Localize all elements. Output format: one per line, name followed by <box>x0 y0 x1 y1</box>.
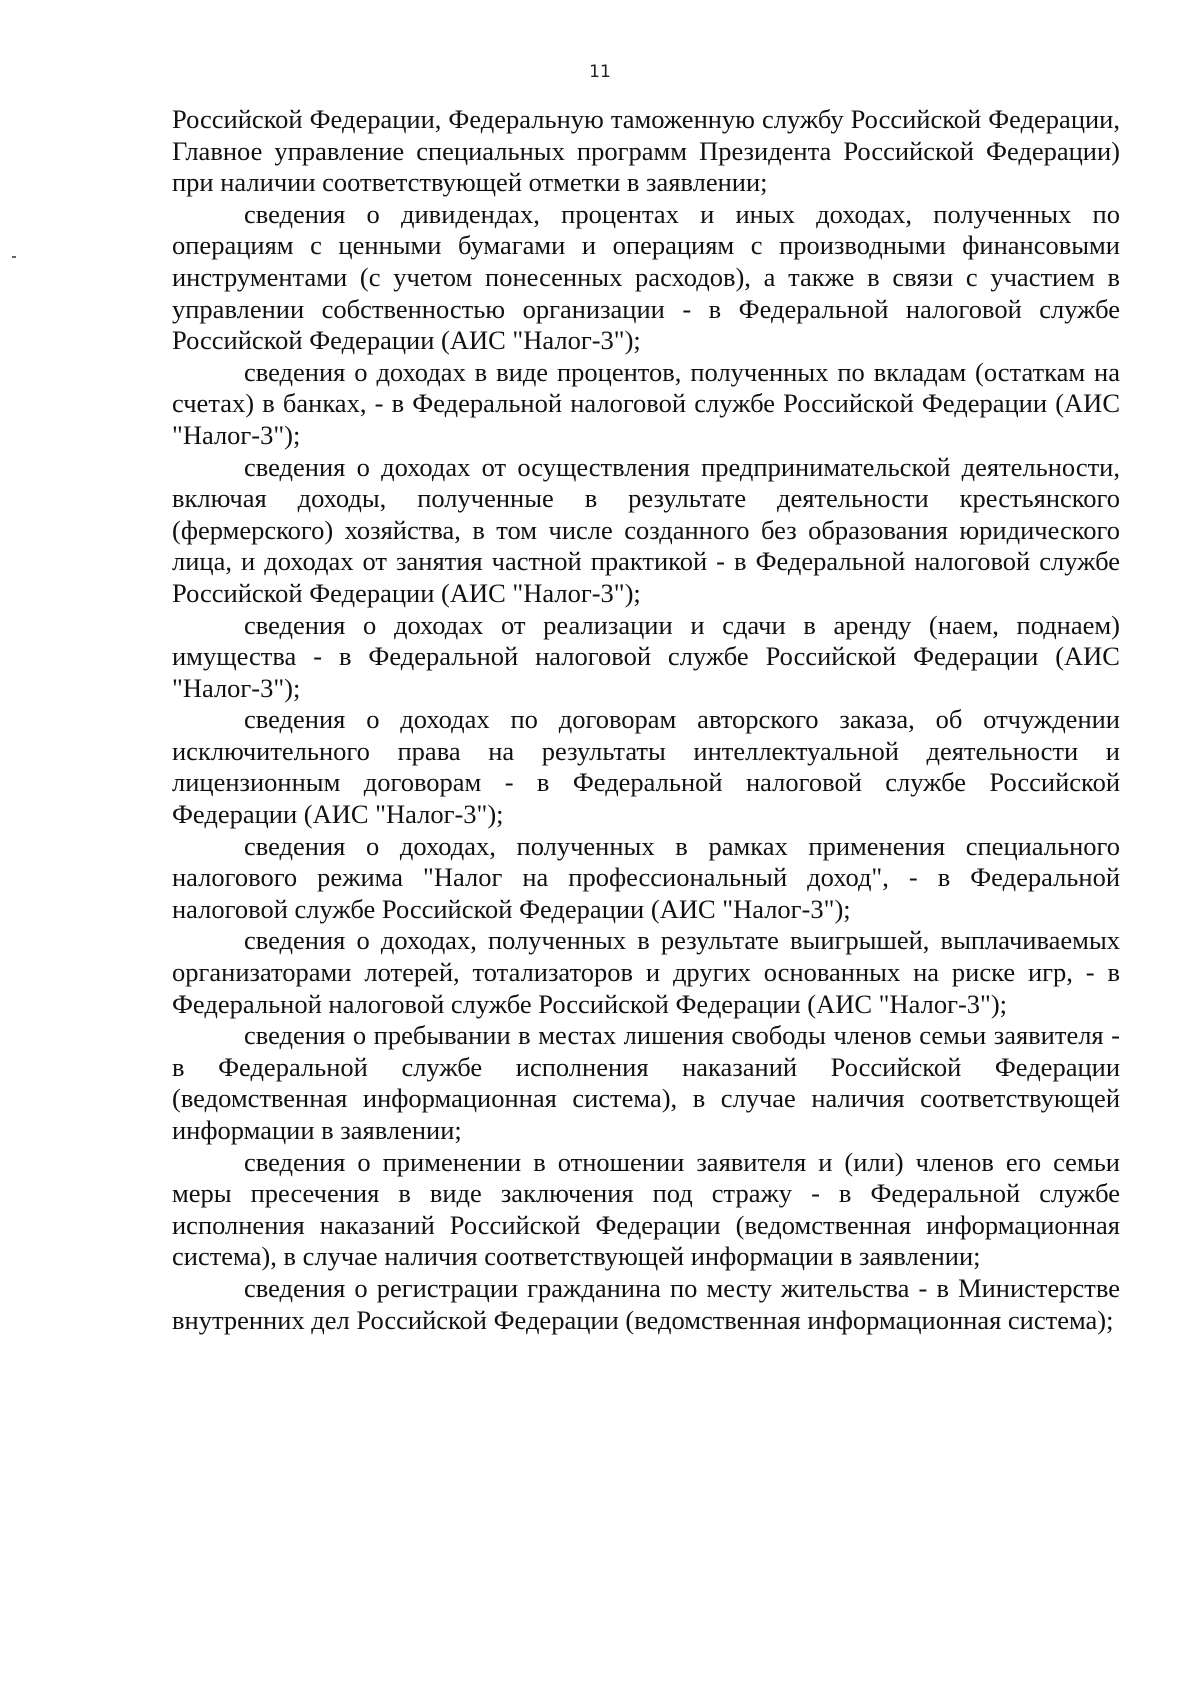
page-number: 11 <box>589 62 611 82</box>
scan-artifact <box>12 256 16 258</box>
paragraph-professional-income-tax: сведения о доходах, полученных в рамках применения специального налогового режима "Налог на профессиональный доход", - в Федеральной налоговой службе Российской Федерации (АИС "Налог-3"); <box>172 830 1120 924</box>
paragraph-detention: сведения о применении в отношении заявителя и (или) членов его семьи меры пресечения в виде заключения под стражу - в Федеральной службе исполнения наказаний Российской Федерации (ведомственная информационная система), в случае наличия соответствующей информации в заявлении; <box>172 1146 1120 1272</box>
paragraph-property-rental: сведения о доходах от реализации и сдачи в аренду (наем, поднаем) имущества - в Федеральной налоговой службе Российской Федерации (АИС "Налог-3"); <box>172 609 1120 703</box>
paragraph-bank-interest: сведения о доходах в виде процентов, полученных по вкладам (остаткам на счетах) в банках, - в Федеральной налоговой службе Российской Федерации (АИС "Налог-3"); <box>172 356 1120 450</box>
paragraph-dividends: сведения о дивидендах, процентах и иных доходах, полученных по операциям с ценными бумагами и операциям с производными финансовыми инструментами (с учетом понесенных расходов), а также в связи с участием в управлении собственностью организации - в Федеральной налоговой службе Российской Федерации (АИС "Налог-3"); <box>172 198 1120 356</box>
paragraph-imprisonment: сведения о пребывании в местах лишения свободы членов семьи заявителя - в Федеральной службе исполнения наказаний Российской Федерации (ведомственная информационная система), в случае наличия соответствующей информации в заявлении; <box>172 1020 1120 1145</box>
paragraph-residence-registration: сведения о регистрации гражданина по месту жительства - в Министерстве внутренних дел Российской Федерации (ведомственная информационная система); <box>172 1272 1120 1335</box>
paragraph-author-contracts: сведения о доходах по договорам авторского заказа, об отчуждении исключительного права на результаты интеллектуальной деятельности и лицензионным договорам - в Федеральной налоговой службе Российской Федерации (АИС "Налог-3"); <box>172 704 1120 830</box>
paragraph-lottery-winnings: сведения о доходах, полученных в результате выигрышей, выплачиваемых организаторами лотерей, тотализаторов и других основанных на риске игр, - в Федеральной налоговой службе Российской Федерации (АИС "Налог-3"); <box>172 925 1120 1019</box>
paragraph-continuation: Российской Федерации, Федеральную таможенную службу Российской Федерации, Главное управление специальных программ Президента Российской Федерации) при наличии соответствующей отметки в заявлении; <box>172 104 1120 198</box>
paragraph-business-income: сведения о доходах от осуществления предпринимательской деятельности, включая доходы, полученные в результате деятельности крестьянского (фермерского) хозяйства, в том числе созданного без образования юридического лица, и доходах от занятия частной практикой - в Федеральной налоговой службе Российской Федерации (АИС "Налог-3"); <box>172 451 1120 608</box>
document-body <box>172 104 1120 1336</box>
